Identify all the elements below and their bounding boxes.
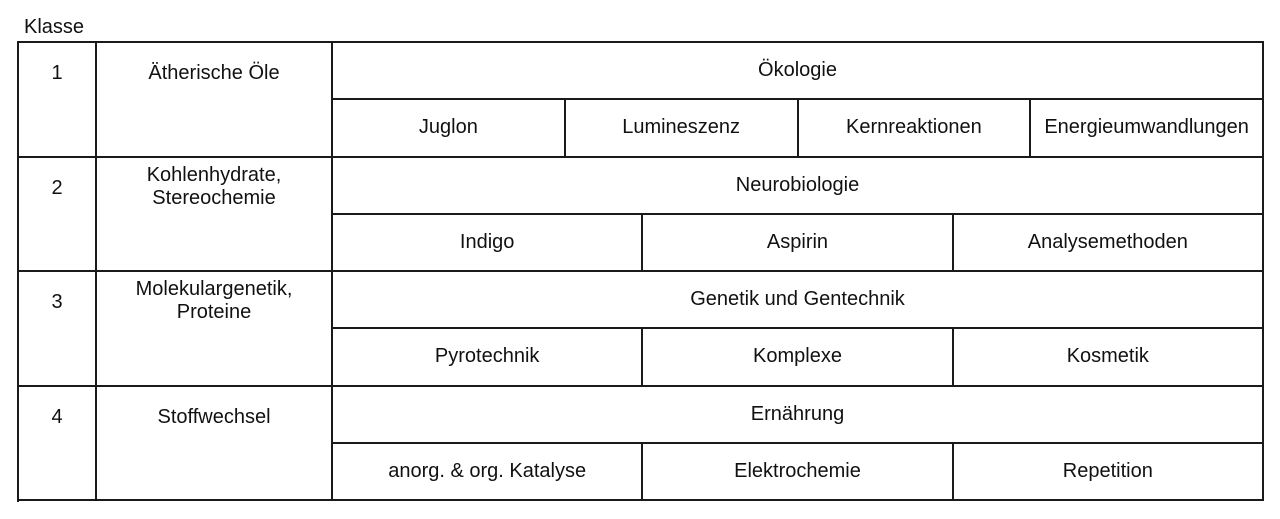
theme-cell: Ökologie — [333, 43, 1264, 100]
class-number: 2 — [19, 158, 97, 273]
class-topic-line: Ätherische Öle — [148, 62, 280, 84]
class-topic — [97, 43, 333, 158]
subtopic-cell: Komplexe — [643, 329, 953, 386]
subtopic-cell: Aspirin — [643, 215, 953, 272]
subtopic-cell: anorg. & org. Katalyse — [333, 444, 643, 501]
subtopic-cell: Energieumwandlungen — [1031, 100, 1264, 157]
class-topic-line: Proteine — [176, 301, 252, 323]
subtopic-cell: Kosmetik — [954, 329, 1264, 386]
subtopic-row — [333, 444, 1264, 501]
class-topic-line: Stoffwechsel — [157, 405, 271, 428]
theme-cell: Neurobiologie — [333, 158, 1264, 215]
class-number: 3 — [19, 272, 97, 387]
subtopic-row — [333, 329, 1264, 386]
subtopic-cell: Indigo — [333, 215, 643, 272]
class-topic — [97, 272, 333, 387]
theme-cell: Genetik und Gentechnik — [333, 272, 1264, 329]
class-topic-line: Molekulargenetik, — [135, 278, 293, 300]
class-topic-line: Kohlenhydrate, — [146, 163, 282, 186]
curriculum-table — [17, 41, 1264, 502]
table-caption: Klasse — [24, 16, 85, 38]
theme-cell: Ernährung — [333, 387, 1264, 444]
subtopic-row — [333, 100, 1264, 157]
subtopic-cell: Analysemethoden — [954, 215, 1264, 272]
class-topic — [97, 158, 333, 273]
subtopic-cell: Repetition — [954, 444, 1264, 501]
subtopic-cell: Juglon — [333, 100, 566, 157]
class-topic-line: Stereochemie — [152, 186, 276, 209]
subtopic-cell: Pyrotechnik — [333, 329, 643, 386]
class-number: 1 — [19, 43, 97, 158]
subtopic-row — [333, 215, 1264, 272]
subtopic-cell: Kernreaktionen — [799, 100, 1032, 157]
class-number: 4 — [19, 387, 97, 502]
subtopic-cell: Elektrochemie — [643, 444, 953, 501]
subtopic-cell: Lumineszenz — [566, 100, 799, 157]
class-topic — [97, 387, 333, 502]
